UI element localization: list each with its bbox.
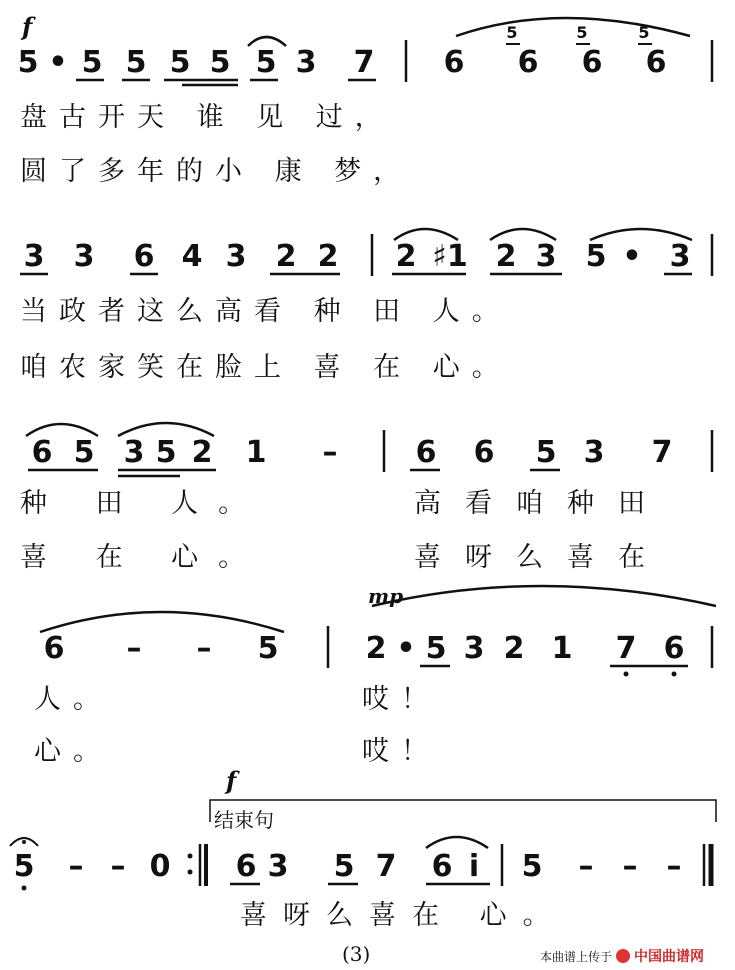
note: 3 [23,239,45,274]
note: – [196,631,212,666]
note: 3 [73,239,95,274]
repeat-dot [188,870,193,875]
note: 6 [31,435,53,470]
note: 6 [235,849,257,884]
grace-note: 5 [506,23,518,42]
note: 6 [473,435,495,470]
note: 5 [521,849,543,884]
note: 1 [245,435,267,470]
ending-label: 结束句 [214,808,274,832]
note: 5 [17,45,39,80]
lyrics-verse-2: 喜 在 心。 [20,542,266,573]
note: – [322,435,338,470]
lyrics-verse-1: 当政者这么高看 种 田 人。 [20,296,511,327]
slur [426,837,488,848]
note: 5 [585,239,607,274]
note: 2 [395,239,417,274]
note: 7 [615,631,637,666]
note: 3 [123,435,145,470]
note: 2 [495,239,517,274]
note: 5 [257,631,279,666]
lyrics-verse-2: 喜呀么喜在 [414,542,669,573]
slur [248,37,286,46]
note: 3 [463,631,485,666]
ending-bracket [210,800,716,822]
note: 6 [517,45,539,80]
note: 3 [225,239,247,274]
lyrics-verse-1: 种 田 人。 [20,488,266,519]
note: 5 [125,45,147,80]
note: 6 [443,45,465,80]
note: 0 [149,849,171,884]
note: i [468,849,480,884]
note: 5 [155,435,177,470]
grace-note: 5 [638,23,650,42]
note: 3 [583,435,605,470]
note: – [110,849,126,884]
page-number: (3) [342,942,371,966]
slur [456,18,690,36]
note: • [396,631,416,666]
slur [394,229,458,240]
lyrics-verse-1: 盘古开天 谁 见 过， [20,102,394,133]
note: 6 [415,435,437,470]
fermata-dot [22,840,26,844]
note: 3 [535,239,557,274]
grace-underline [576,43,590,45]
site-name: 中国曲谱网 [634,949,705,965]
note: 3 [267,849,289,884]
lyrics-verse-1: 哎！ [362,684,440,715]
note: 5 [535,435,557,470]
grace-note: 5 [576,23,588,42]
grace-underline [638,43,652,45]
slur [590,229,692,240]
dynamic-forte-1: f [22,12,33,41]
lyrics-verse-2: 咱农家笑在脸上 喜 在 心。 [20,352,511,383]
note: 5 [13,849,35,884]
slur [490,229,556,240]
slur [372,586,716,606]
lyrics-verse-2: 圆了多年的小 康 梦， [20,156,413,187]
note: – [666,849,682,884]
note: 5 [73,435,95,470]
note: 4 [181,239,203,274]
note: 6 [43,631,65,666]
note: 5 [169,45,191,80]
slur [118,423,214,436]
note: 1 [551,631,573,666]
lyrics-verse-1: 人。 [34,684,112,715]
note: – [68,849,84,884]
note: 6 [431,849,453,884]
note: – [578,849,594,884]
dynamic-mezzo-piano: mp [368,584,404,608]
slur [26,424,98,436]
lower-octave-dot [672,672,677,677]
note: 2 [191,435,213,470]
note: • [622,239,642,274]
note: 7 [375,849,397,884]
dynamic-forte-2: f [226,766,237,795]
note: – [126,631,142,666]
note: 5 [209,45,231,80]
note: • [48,45,68,80]
note: 7 [651,435,673,470]
note: 6 [133,239,155,274]
note: 2 [365,631,387,666]
lyrics-verse-1: 高看咱种田 [414,488,669,519]
note: 2 [503,631,525,666]
note: 5 [333,849,355,884]
note: 3 [669,239,691,274]
note: 6 [663,631,685,666]
note: 5 [255,45,277,80]
note: – [622,849,638,884]
note: 5 [425,631,447,666]
lower-octave-dot [22,886,27,891]
lower-octave-dot [624,672,629,677]
note: 5 [81,45,103,80]
lyrics-verse-2: 心。 [34,736,112,767]
note: 6 [645,45,667,80]
note: 3 [295,45,317,80]
repeat-dot [188,854,193,859]
slur [40,612,284,632]
grace-underline [506,43,520,45]
lyrics-verse-2: 哎！ [362,736,440,767]
note: 2 [317,239,339,274]
note: 6 [581,45,603,80]
lyrics-ending: 喜呀么喜在 心。 [240,900,566,931]
upload-text: 本曲谱上传于 [540,949,613,964]
note: 2 [275,239,297,274]
note: 7 [353,45,375,80]
note: ♯1 [432,239,468,274]
